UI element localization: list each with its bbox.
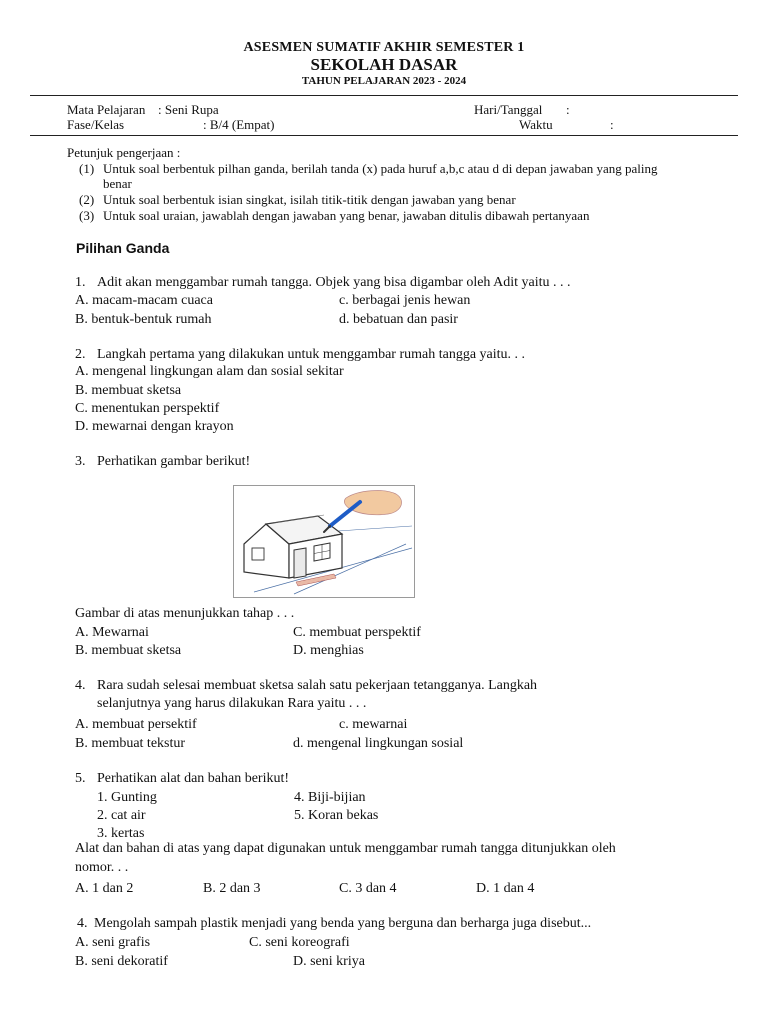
option-b[interactable]: B. bentuk-bentuk rumah [75,312,212,327]
instructions-title: Petunjuk pengerjaan : [67,145,181,160]
question-text: Langkah pertama yang dilakukan untuk menggambar rumah tangga yaitu. . . [97,347,526,362]
option-c[interactable]: C. 3 dan 4 [339,881,397,896]
instruction-number: (2) [79,192,95,207]
option-b[interactable]: B. seni dekoratif [75,954,168,969]
house-perspective-illustration [234,486,414,597]
instruction-text-cont: benar [103,176,132,191]
option-d[interactable]: d. mengenal lingkungan sosial [293,736,464,751]
question-stem: Alat dan bahan di atas yang dapat digunakan untuk menggambar rumah tangga ditunjukkan oleh [75,841,616,856]
option-b[interactable]: B. membuat sketsa [75,383,182,398]
option-d[interactable]: D. mewarnai dengan krayon [75,419,234,434]
instruction-number: (3) [79,208,95,223]
question-number: 4. [75,678,86,693]
option-c[interactable]: c. berbagai jenis hewan [339,293,471,308]
class-value: : B/4 (Empat) [203,117,275,132]
header-rule-bottom [30,135,738,136]
option-a[interactable]: A. seni grafis [75,935,151,950]
option-d[interactable]: D. seni kriya [293,954,365,969]
question-number: 2. [75,347,86,362]
instruction-text: Untuk soal berbentuk pilhan ganda, berilah tanda (x) pada huruf a,b,c atau d di depan jawaban yang paling [103,161,658,176]
question-number: 4. [77,916,88,931]
exam-title: ASESMEN SUMATIF AKHIR SEMESTER 1 [243,40,525,55]
material-item: 2. cat air [97,808,146,823]
question-text: Rara sudah selesai membuat sketsa salah satu pekerjaan tetangganya. Langkah [97,678,538,693]
day-label: Hari/Tanggal [474,102,543,117]
question-text: Adit akan menggambar rumah tangga. Objek yang bisa digambar oleh Adit yaitu . . . [97,275,571,290]
instruction-text: Untuk soal berbentuk isian singkat, isilah titik-titik dengan jawaban yang benar [103,192,516,207]
question-stem: Gambar di atas menunjukkan tahap . . . [75,606,295,621]
time-label: Waktu [519,117,553,132]
instruction-text: Untuk soal uraian, jawablah dengan jawaban yang benar, jawaban ditulis dibawah pertanyaan [103,208,590,223]
option-c[interactable]: C. membuat perspektif [293,625,421,640]
school-level: SEKOLAH DASAR [310,55,458,74]
instruction-number: (1) [79,161,95,176]
question-text: Mengolah sampah plastik menjadi yang benda yang berguna dan berharga juga disebut... [94,916,592,931]
question-text-cont: selanjutnya yang harus dilakukan Rara yaitu . . . [97,696,367,711]
question-number: 5. [75,771,86,786]
day-value: : [566,102,570,117]
option-d[interactable]: D. menghias [293,643,364,658]
option-a[interactable]: A. 1 dan 2 [75,881,134,896]
house-sketch-figure [233,485,415,598]
header-rule-top [30,95,738,96]
question-number: 3. [75,454,86,469]
material-item: 4. Biji-bijian [294,790,366,805]
class-label: Fase/Kelas [67,117,125,132]
question-text: Perhatikan gambar berikut! [97,454,251,469]
option-c[interactable]: C. seni koreografi [249,935,350,950]
question-stem-cont: nomor. . . [75,860,129,875]
option-a[interactable]: A. Mewarnai [75,625,149,640]
option-d[interactable]: D. 1 dan 4 [476,881,535,896]
time-value: : [610,117,614,132]
question-text: Perhatikan alat dan bahan berikut! [97,771,290,786]
material-item: 1. Gunting [97,790,157,805]
option-b[interactable]: B. 2 dan 3 [203,881,261,896]
option-a[interactable]: A. mengenal lingkungan alam dan sosial sekitar [75,364,344,379]
material-item: 3. kertas [97,826,145,841]
option-a[interactable]: A. macam-macam cuaca [75,293,213,308]
option-a[interactable]: A. membuat persektif [75,717,197,732]
option-b[interactable]: B. membuat sketsa [75,643,182,658]
section-title: Pilihan Ganda [76,240,170,256]
option-c[interactable]: c. mewarnai [339,717,408,732]
option-b[interactable]: B. membuat tekstur [75,736,186,751]
subject-value: : Seni Rupa [158,102,219,117]
academic-year: TAHUN PELAJARAN 2023 - 2024 [301,75,467,87]
option-c[interactable]: C. menentukan perspektif [75,401,220,416]
option-d[interactable]: d. bebatuan dan pasir [339,312,458,327]
material-item: 5. Koran bekas [294,808,379,823]
question-number: 1. [75,275,86,290]
subject-label: Mata Pelajaran [67,102,146,117]
